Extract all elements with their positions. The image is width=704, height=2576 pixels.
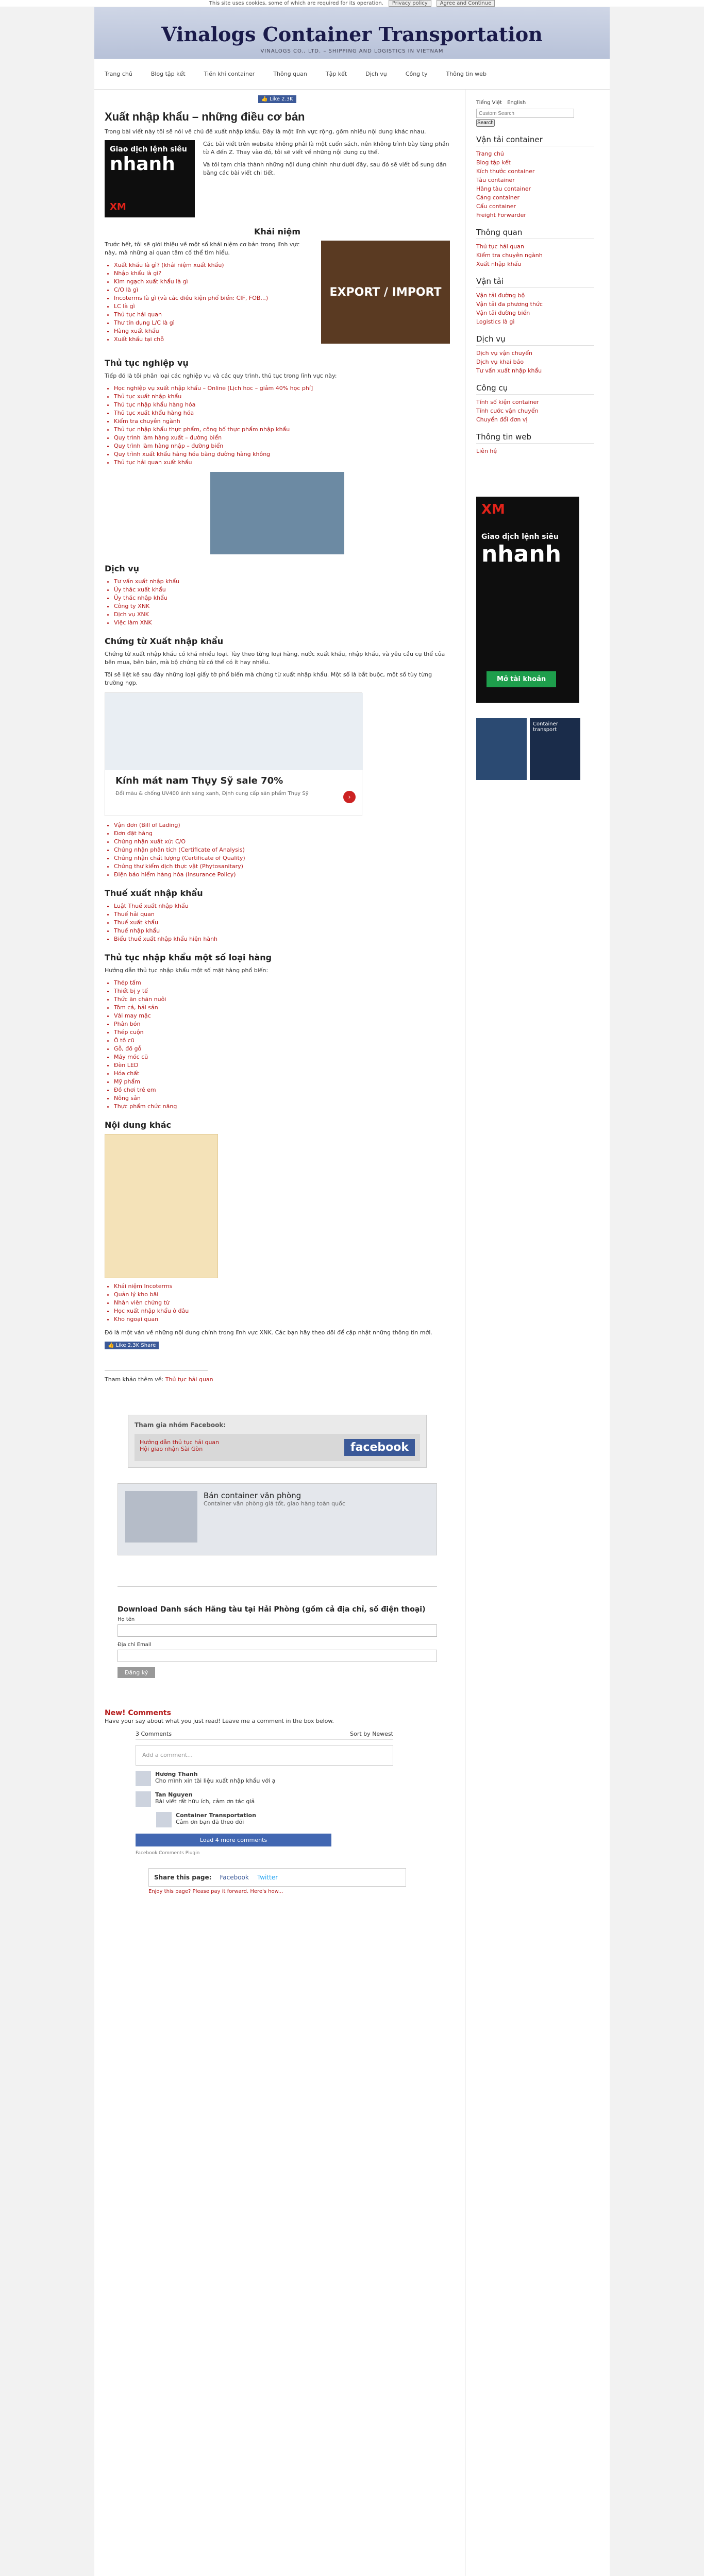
avatar (156, 1812, 172, 1827)
list-item[interactable]: • Incoterms là gì (và các điều kiện phổ biến: CIF, FOB...) (114, 294, 313, 302)
privacy-button[interactable]: Privacy policy (389, 0, 431, 7)
mathang-list (114, 979, 450, 1111)
fb-like-button[interactable]: 👍 Like 2.3K (258, 95, 296, 103)
container-ad-title: Bán container văn phòng (204, 1491, 301, 1500)
cookie-text: This site uses cookies, some of which are required for its operation. (209, 1, 383, 6)
sidebar-heading: Thông tin web (476, 432, 594, 444)
subscribe-button[interactable]: Đăng ký (118, 1667, 155, 1678)
comment-text: Cảm ơn bạn đã theo dõi (176, 1819, 244, 1825)
sidebar-link[interactable]: Tính số kiện container (476, 399, 539, 405)
load-more-button[interactable]: Load 4 more comments (136, 1834, 331, 1846)
list-item[interactable]: • Ô tô cũ (114, 1037, 450, 1045)
xm-logo: XM (110, 201, 126, 212)
sidebar-link[interactable]: Tính cước vận chuyển (476, 408, 539, 414)
fb-plugin-label: Facebook Comments Plugin (136, 1851, 200, 1856)
article-title: Xuất nhập khẩu – những điều cơ bản (105, 110, 305, 123)
container-ad-image (125, 1491, 197, 1543)
list-item[interactable]: • Thủ tục nhập khẩu thực phẩm, công bố thực phẩm nhập khẩu (114, 426, 450, 434)
list-item[interactable]: • Việc làm XNK (114, 619, 450, 627)
avatar (136, 1771, 151, 1786)
export-import-image: EXPORT / IMPORT (321, 241, 450, 344)
nav-item[interactable]: Thông tin web (446, 71, 487, 77)
sidebar-link[interactable]: Kích thước container (476, 168, 535, 175)
sidebar-heading: Thông quan (476, 228, 594, 239)
list-item[interactable]: • Thủ tục hải quan (114, 311, 313, 319)
list-item[interactable]: • Biểu thuế xuất nhập khẩu hiện hành (114, 935, 450, 943)
sidebar-link[interactable]: Tàu container (476, 177, 515, 183)
list-item[interactable]: • Chứng nhận phân tích (Certificate of Analysis) (114, 846, 450, 854)
site-title[interactable]: Vinalogs Container Transportation (161, 23, 543, 46)
thue-list (114, 902, 450, 943)
list-item[interactable]: • LC là gì (114, 302, 313, 311)
comment-text: Bài viết rất hữu ích, cảm ơn tác giả (155, 1798, 255, 1805)
section-khac: Nội dung khác (105, 1120, 172, 1130)
list-item[interactable]: • Thủ tục xuất khẩu hàng hóa (114, 409, 450, 417)
fb-group-link-1[interactable]: Hướng dẫn thủ tục hải quan (140, 1439, 220, 1446)
comment-item (156, 1812, 393, 1827)
list-item[interactable]: • Chứng nhận chất lượng (Certificate of Quality) (114, 854, 450, 862)
lang-vi[interactable]: Tiếng Việt (476, 100, 502, 106)
comments-section (105, 1709, 450, 1856)
list-item[interactable]: • Nhập khẩu là gì? (114, 269, 313, 278)
sidebar-link[interactable]: Chuyển đổi đơn vị (476, 416, 528, 423)
chungtu-paragraph: Chứng từ xuất nhập khẩu có khá nhiều loại. Tùy theo từng loại hàng, nước xuất khẩu, nhập khẩu, và yêu cầu cụ thể của bên mua, bên bán, mà bộ chứng từ có thể có ít hay nhiều. (105, 651, 445, 666)
fb-group-title: Tham gia nhóm Facebook: (135, 1421, 226, 1429)
list-item[interactable]: • Quy trình xuất khẩu hàng hóa bằng đường hàng không (114, 450, 450, 459)
sidebar-link[interactable]: Vận tải đa phương thức (476, 301, 543, 308)
nav-item[interactable]: Tiền khí container (204, 71, 255, 77)
nav-item[interactable]: Cồng ty (405, 71, 428, 77)
nav-item[interactable]: Trang chủ (105, 71, 132, 77)
thutuc-paragraph: Tiếp đó là tôi phân loại các nghiệp vụ và các quy trình, thủ tục trong lĩnh vực này: (105, 372, 337, 379)
sidebar-heading: Công cụ (476, 383, 594, 395)
sidebar-link[interactable]: Kiểm tra chuyên ngành (476, 252, 543, 259)
ad-desc: Đổi màu & chống UV400 ánh sáng xanh, Định cung cấp sản phẩm Thụy Sỹ (115, 791, 309, 796)
mathang-paragraph: Hướng dẫn thủ tục nhập khẩu một số mặt hàng phổ biến: (105, 967, 269, 974)
list-item[interactable]: • Hóa chất (114, 1070, 450, 1078)
nav-item[interactable]: Dịch vụ (365, 71, 387, 77)
download-form (118, 1586, 437, 1678)
xm-ad-big: nhanh (110, 154, 175, 175)
list-item[interactable]: • Thiết bị y tế (114, 987, 450, 995)
port-image (210, 472, 344, 554)
list-item[interactable]: • Luật Thuế xuất nhập khẩu (114, 902, 450, 910)
list-item[interactable]: • Vải may mặc (114, 1012, 450, 1020)
site-subtitle: VINALOGS CO., LTD. – SHIPPING AND LOGISTICS IN VIETNAM (260, 48, 444, 54)
list-item[interactable]: • Ủy thác nhập khẩu (114, 594, 450, 602)
fb-group-link-2[interactable]: Hội giao nhận Sài Gòn (140, 1446, 203, 1452)
promo-image[interactable] (105, 1134, 218, 1278)
sidebar-heading: Vận tải (476, 277, 594, 288)
list-item[interactable]: • Đơn đặt hàng (114, 829, 450, 838)
list-item[interactable]: • Công ty XNK (114, 602, 450, 611)
sidebar-link[interactable]: Trang chủ (476, 150, 504, 157)
list-item[interactable]: • Gỗ, đồ gỗ (114, 1045, 450, 1053)
list-item[interactable]: • Thực phẩm chức năng (114, 1103, 450, 1111)
avatar (136, 1791, 151, 1807)
list-item[interactable]: • Quản lý kho bãi (114, 1291, 450, 1299)
container-ad-desc: Container văn phòng giá tốt, giao hàng toàn quốc (204, 1500, 345, 1507)
nav-item[interactable]: Tập kết (325, 71, 347, 77)
intro-paragraph-3: Và tôi tạm chia thành những nội dung chính như dưới đây, sau đó sẽ viết bổ sung dần bằng các bài viết chi tiết. (203, 161, 447, 176)
main-nav (94, 59, 610, 90)
share-label: Share this page: (154, 1874, 212, 1881)
banner-image[interactable] (476, 718, 527, 780)
search-box (476, 109, 594, 118)
list-item[interactable]: • Thủ tục xuất nhập khẩu (114, 393, 450, 401)
list-item[interactable]: • Phân bón (114, 1020, 450, 1028)
comment-count: 3 Comments (136, 1731, 172, 1737)
list-item[interactable]: • Mỹ phẩm (114, 1078, 450, 1086)
list-item[interactable]: • Thức ăn chăn nuôi (114, 995, 450, 1004)
list-item[interactable]: • Học xuất nhập khẩu ở đâu (114, 1307, 450, 1315)
section-thue: Thuế xuất nhập khẩu (105, 888, 203, 898)
sidebar-link[interactable]: Vận tải đường bộ (476, 292, 525, 299)
xm-logo: XM (481, 502, 505, 517)
list-item[interactable]: • C/O là gì (114, 286, 313, 294)
xm-ad-text: Giao dịch lệnh siêu (481, 533, 559, 541)
list-item[interactable]: • Nông sản (114, 1094, 450, 1103)
share-twitter[interactable]: Twitter (257, 1874, 278, 1881)
list-item[interactable]: • Dịch vụ XNK (114, 611, 450, 619)
sidebar-link[interactable]: Liên hệ (476, 448, 497, 454)
accept-button[interactable]: Agree and Continue (437, 0, 495, 7)
list-item[interactable]: • Xuất khẩu tại chỗ (114, 335, 313, 344)
list-item[interactable]: • Quy trình làm hàng nhập – đường biển (114, 442, 450, 450)
list-item[interactable]: • Hàng xuất khẩu (114, 327, 313, 335)
glasses-ad[interactable] (105, 692, 362, 816)
list-item[interactable]: • Thuế xuất khẩu (114, 919, 450, 927)
ad-title: Kính mát nam Thụy Sỹ sale 70% (115, 775, 283, 786)
sidebar-heading: Dịch vụ (476, 334, 594, 346)
email-field[interactable] (118, 1650, 437, 1662)
list-item[interactable]: • Đèn LED (114, 1061, 450, 1070)
sidebar-link[interactable]: Dịch vụ vận chuyển (476, 350, 532, 357)
list-item[interactable]: • Thủ tục hải quan xuất khẩu (114, 459, 450, 467)
list-item[interactable]: • Tôm cá, hải sản (114, 1004, 450, 1012)
sidebar-link[interactable]: Freight Forwarder (476, 212, 526, 218)
sidebar-link[interactable]: Dịch vụ khai báo (476, 359, 524, 365)
banner-container[interactable]: Container transport (530, 718, 580, 780)
list-item[interactable]: • Chứng nhận xuất xứ: C/O (114, 838, 450, 846)
comment-author[interactable]: Hương Thanh (155, 1771, 198, 1777)
section-dichvu: Dịch vụ (105, 564, 140, 573)
email-label: Địa chỉ Email (118, 1642, 152, 1648)
sidebar-link[interactable]: Logistics là gì (476, 318, 515, 325)
sidebar-heading: Vận tải container (476, 135, 594, 146)
sidebar-link[interactable]: Tư vấn xuất nhập khẩu (476, 367, 542, 374)
intro-paragraph-2: Các bài viết trên website không phải là một cuốn sách, nên không trình bày từng phần từ A đến Z. Thay vào đó, tôi sẽ viết về những nội dung cụ thể. (203, 141, 449, 156)
section-chungtu: Chứng từ Xuất nhập khẩu (105, 636, 224, 646)
list-item[interactable]: • Quy trình làm hàng xuất – đường biển (114, 434, 450, 442)
list-item[interactable]: • Máy móc cũ (114, 1053, 450, 1061)
section-mathang: Thủ tục nhập khẩu một số loại hàng (105, 953, 272, 962)
list-item[interactable]: • Thủ tục nhập khẩu hàng hóa (114, 401, 450, 409)
sidebar-link[interactable]: Cảng container (476, 194, 519, 201)
thutuc-list (114, 384, 450, 467)
nav-item[interactable]: Thông quan (273, 71, 307, 77)
comment-text: Cho mình xin tài liệu xuất nhập khẩu với ạ (155, 1777, 276, 1784)
list-item[interactable]: • Xuất khẩu là gì? (khái niệm xuất khẩu) (114, 261, 313, 269)
name-field[interactable] (118, 1624, 437, 1637)
khac-list (114, 1282, 450, 1324)
closing-paragraph: Đó là một ván về những nội dung chính trong lĩnh vực XNK. Các bạn hãy theo dõi để cập nhật những thông tin mới. (105, 1329, 432, 1336)
sidebar-link[interactable]: Cẩu container (476, 203, 516, 210)
list-item[interactable]: • Kim ngạch xuất khẩu là gì (114, 278, 313, 286)
download-title: Download Danh sách Hãng tàu tại Hải Phòng (gồm cả địa chỉ, số điện thoại) (118, 1605, 426, 1614)
comments-heading: New! Comments (105, 1709, 171, 1717)
list-item[interactable]: • Đồ chơi trẻ em (114, 1086, 450, 1094)
cookie-bar (0, 0, 704, 7)
search-button[interactable]: Search (477, 120, 494, 126)
xm-cta-button[interactable]: Mở tài khoản (487, 671, 556, 687)
section-khainiem: Khái niệm (254, 227, 301, 236)
chungtu-list (114, 821, 450, 879)
list-item[interactable]: • Thuế hải quan (114, 910, 450, 919)
name-label: Họ tên (118, 1617, 135, 1622)
sidebar-link[interactable]: Blog tập kết (476, 159, 511, 166)
dichvu-list (114, 578, 450, 627)
sidebar-link[interactable]: Thủ tục hải quan (476, 243, 524, 250)
list-item[interactable]: • Kho ngoại quan (114, 1315, 450, 1324)
xm-ad-sidebar[interactable] (476, 497, 579, 703)
comment-author[interactable]: Container Transportation (176, 1812, 256, 1819)
site-header (94, 7, 610, 59)
section-thutuc: Thủ tục nghiệp vụ (105, 358, 189, 368)
xm-ad-top[interactable] (105, 140, 195, 217)
main-content (105, 90, 465, 2576)
comment-item (136, 1791, 393, 1807)
list-item[interactable]: • Kiểm tra chuyên ngành (114, 417, 450, 426)
page-body (94, 90, 610, 2576)
comments-sub: Have your say about what you just read! Leave me a comment in the box below. (105, 1718, 334, 1724)
fb-group-box (128, 1415, 427, 1468)
comment-item (136, 1771, 393, 1786)
share-facebook[interactable]: Facebook (220, 1874, 249, 1881)
intro-paragraph: Trong bài viết này tôi sẽ nói về chủ đề xuất nhập khẩu. Đây là một lĩnh vực rộng, gồm nhiều nội dung khác nhau. (105, 128, 426, 135)
container-office-ad[interactable] (118, 1483, 437, 1555)
list-item[interactable]: • Thuế nhập khẩu (114, 927, 450, 935)
comment-author[interactable]: Tan Nguyen (155, 1791, 193, 1798)
related-label: Tham khảo thêm về: (105, 1376, 164, 1383)
related-link[interactable]: Thủ tục hải quan (165, 1376, 213, 1383)
list-item[interactable]: • Chứng thư kiểm dịch thực vật (Phytosanitary) (114, 862, 450, 871)
share-box (148, 1868, 406, 1887)
list-item[interactable]: • Ủy thác xuất khẩu (114, 586, 450, 594)
list-item[interactable]: • Điện bảo hiểm hàng hóa (Insurance Policy) (114, 871, 450, 879)
sort-select[interactable]: Sort by Newest (350, 1731, 393, 1737)
search-input[interactable] (476, 109, 574, 118)
lang-en[interactable]: English (507, 100, 526, 106)
chungtu-paragraph-2: Tôi sẽ liệt kê sau đây những loại giấy tờ phổ biến mà chứng từ xuất nhập khẩu. Một số là bắt buộc, một số tùy từng trường hợp. (105, 671, 432, 686)
sidebar-link[interactable]: Hãng tàu container (476, 185, 531, 192)
xm-ad-text: Giao dịch lệnh siêu (110, 145, 187, 154)
comment-input[interactable]: Add a comment... (136, 1745, 393, 1766)
list-item[interactable]: • Tư vấn xuất nhập khẩu (114, 578, 450, 586)
list-item[interactable]: • Vận đơn (Bill of Lading) (114, 821, 450, 829)
khainiem-paragraph: Trước hết, tôi sẽ giới thiệu về một số khái niệm cơ bản trong lĩnh vực này, mà những ai quan tâm cố thể tìm hiểu. (105, 241, 300, 256)
list-item[interactable]: • Khái niệm Incoterms (114, 1282, 450, 1291)
fb-like-button-2[interactable]: 👍 Like 2.3K Share (105, 1342, 159, 1349)
list-item[interactable]: • Thư tín dụng L/C là gì (114, 319, 313, 327)
nav-item[interactable]: Blog tập kết (150, 71, 186, 77)
chevron-right-icon[interactable]: › (343, 791, 356, 803)
sidebar (465, 90, 594, 2576)
list-item[interactable]: • Nhân viên chứng từ (114, 1299, 450, 1307)
list-item[interactable]: • Thép cuộn (114, 1028, 450, 1037)
sidebar-link[interactable]: Vận tải đường biển (476, 310, 530, 316)
list-item[interactable]: • Học nghiệp vụ xuất nhập khẩu – Online [Lịch hoc – giảm 40% học phí] (114, 384, 450, 393)
khainiem-list (114, 261, 313, 344)
xm-ad-big: nhanh (481, 541, 561, 567)
sidebar-link[interactable]: Xuất nhập khẩu (476, 261, 522, 267)
facebook-logo: facebook (344, 1439, 415, 1456)
list-item[interactable]: • Thép tấm (114, 979, 450, 987)
enjoy-link[interactable]: Enjoy this page? Please pay it forward. Here's how... (148, 1889, 283, 1894)
